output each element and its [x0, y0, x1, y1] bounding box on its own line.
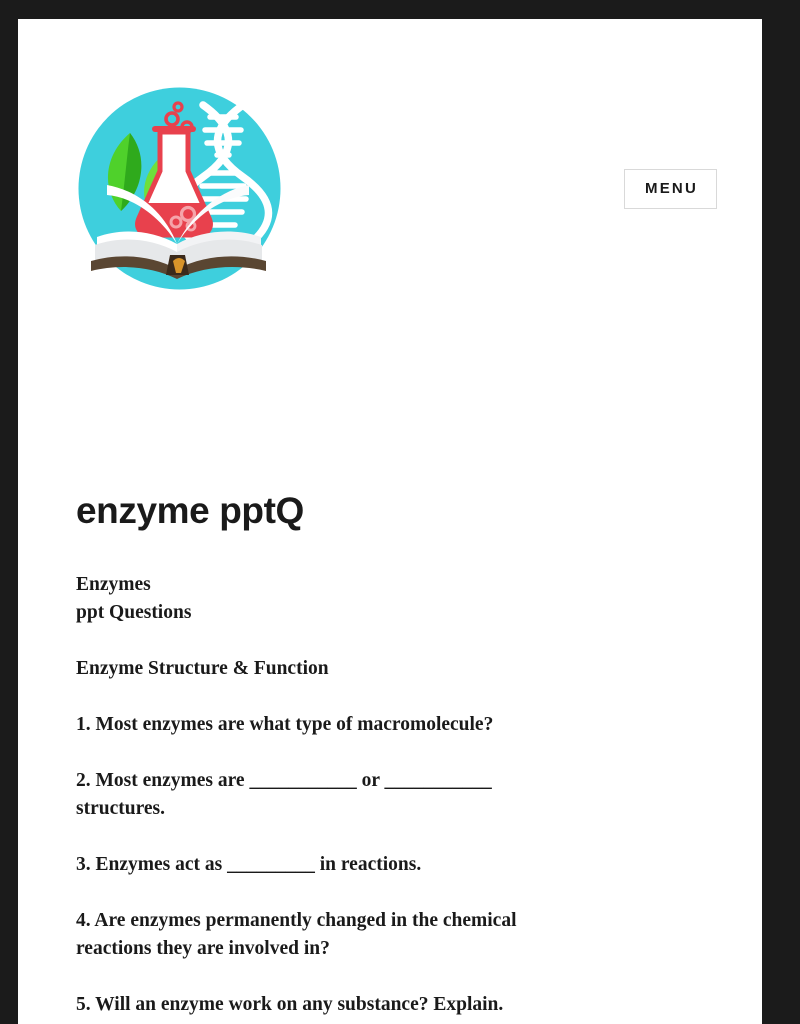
question-5: 5. Will an enzyme work on any substance? Explain.	[76, 994, 504, 1015]
site-branding[interactable]	[77, 85, 282, 292]
section-heading-text: Enzyme Structure & Function	[76, 658, 329, 679]
question-4: 4. Are enzymes permanently changed in the chemical reactions they are involved in?	[76, 910, 517, 959]
page-title: enzyme pptQ	[76, 490, 304, 531]
menu-toggle-button[interactable]: MENU	[624, 169, 717, 209]
primary-menu-toggle-wrap	[624, 169, 717, 209]
entry-content	[76, 571, 696, 1019]
paragraph-intro	[76, 571, 566, 627]
page-canvas	[18, 19, 762, 1024]
question-1: 1. Most enzymes are what type of macromolecule?	[76, 714, 494, 735]
intro-line-1: Enzymes	[76, 574, 151, 595]
question-3: 3. Enzymes act as _________ in reactions.	[76, 854, 422, 875]
science-book-logo-icon	[77, 85, 282, 292]
post-article	[76, 489, 696, 1019]
question-2: 2. Most enzymes are ___________ or ___________ structures.	[76, 770, 492, 819]
intro-line-2: ppt Questions	[76, 602, 192, 623]
site-header	[18, 19, 762, 399]
